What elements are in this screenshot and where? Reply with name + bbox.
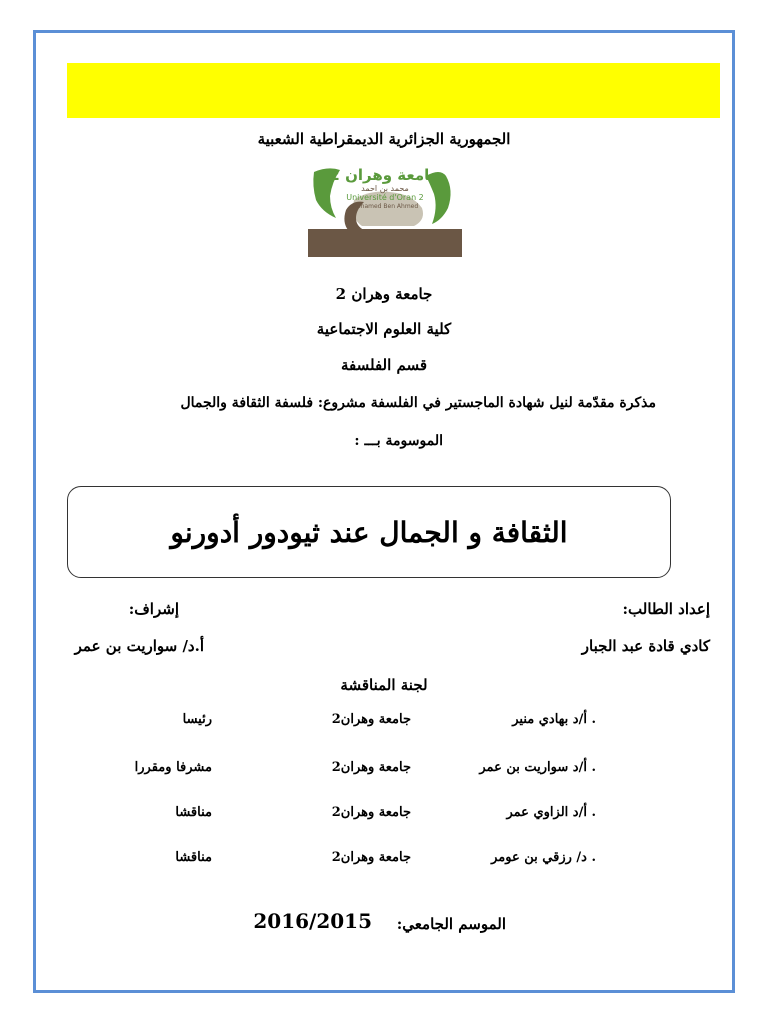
prepared-by-label: إعداد الطالب: <box>622 600 710 618</box>
department-name: قسم الفلسفة <box>340 356 428 374</box>
committee-member-name: . أ/د الزاوي عمر <box>506 805 596 820</box>
committee-member-role: مشرفا ومقررا <box>134 760 212 775</box>
faculty-name: كلية العلوم الاجتماعية <box>316 320 452 338</box>
committee-member-name: . أ/د سواريت بن عمر <box>479 760 596 775</box>
academic-year-label: الموسم الجامعي: <box>396 915 506 933</box>
committee-member-role: مناقشا <box>175 850 212 865</box>
committee-member-university: جامعة وهران2 <box>331 760 411 775</box>
republic-heading: الجمهورية الجزائرية الديمقراطية الشعبية <box>257 130 511 148</box>
university-name: جامعة وهران 2 <box>335 285 433 303</box>
committee-member-university: جامعة وهران2 <box>331 712 411 727</box>
logo-latin-line1: Université d'Oran 2 <box>346 193 424 202</box>
logo-arabic-name: جامعة وهران 2 <box>329 166 441 184</box>
committee-title: لجنة المناقشة <box>340 676 428 694</box>
logo-founder: محمد بن احمد <box>361 184 409 193</box>
header-band <box>67 63 720 118</box>
thesis-title-box <box>67 486 671 578</box>
supervisor-name: أ.د/ سواريت بن عمر <box>74 637 204 655</box>
committee-member-university: جامعة وهران2 <box>331 850 411 865</box>
student-name: كادي قادة عبد الجبار <box>581 637 710 655</box>
university-logo <box>308 160 462 257</box>
committee-member-name: . د/ رزقي بن عومر <box>491 850 596 865</box>
academic-year: 2016/2015 <box>253 909 372 933</box>
memo-line: مذكرة مقدّمة لنيل شهادة الماجستير في الفلسفة مشروع: فلسفة الثقافة والجمال <box>180 395 656 411</box>
titled-label: الموسومة بـــ : <box>354 433 443 449</box>
committee-member-university: جامعة وهران2 <box>331 805 411 820</box>
committee-member-name: . أ/د بهادي منير <box>512 712 596 727</box>
logo-latin-line2: Mohamed Ben Ahmed <box>351 203 419 210</box>
supervision-label: إشراف: <box>128 600 179 618</box>
committee-member-role: مناقشا <box>175 805 212 820</box>
thesis-title: الثقافة و الجمال عند ثيودور أدورنو <box>170 515 568 549</box>
committee-member-role: رئيسا <box>182 712 212 727</box>
